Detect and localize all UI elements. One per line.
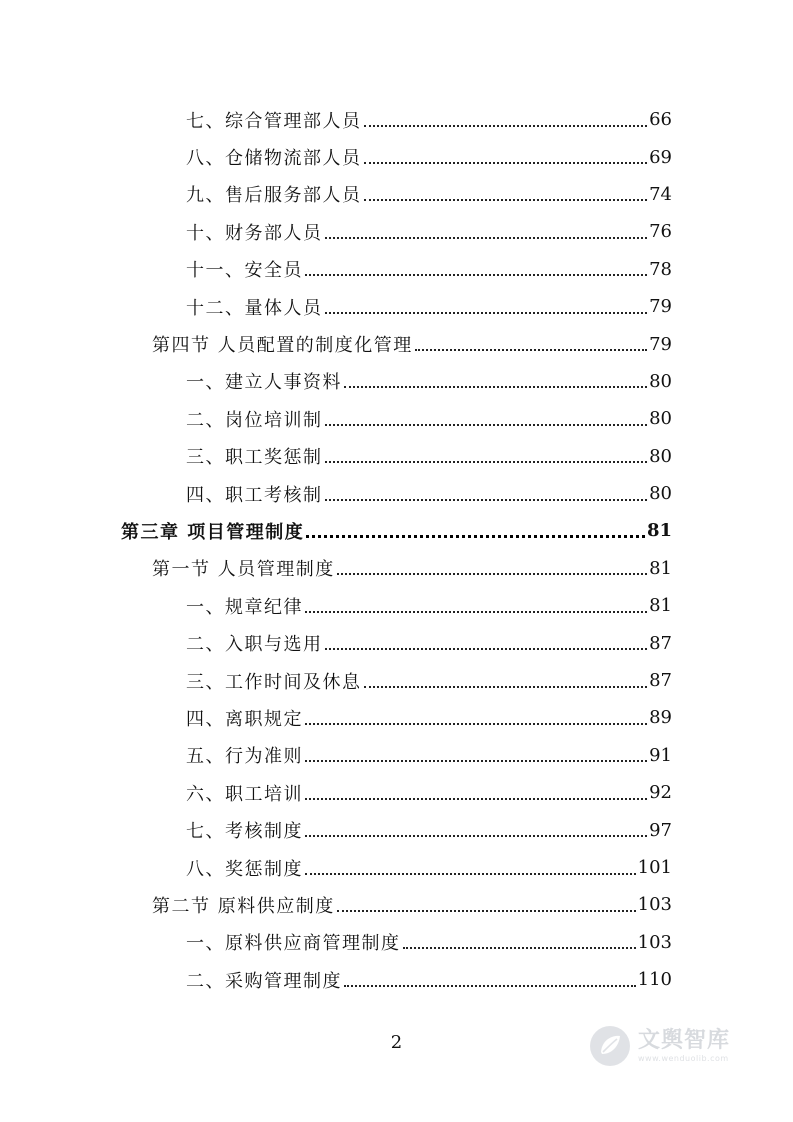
toc-entry-section[interactable] — [0, 325, 672, 362]
toc-entry-page: 101 — [637, 857, 672, 878]
toc-entry-title: 八、仓储物流部人员 — [186, 148, 362, 170]
toc-entry-section[interactable] — [0, 550, 672, 587]
toc-entry-title: 四、职工考核制 — [186, 484, 323, 506]
toc-entry-page: 80 — [649, 445, 672, 467]
toc-entry-title: 十二、量体人员 — [186, 297, 323, 319]
toc-dot-leader — [305, 873, 636, 875]
toc-dot-leader — [364, 125, 648, 127]
toc-dot-leader — [364, 162, 648, 164]
table-of-contents — [0, 101, 793, 998]
toc-entry-page: 103 — [637, 894, 672, 916]
toc-entry[interactable] — [0, 961, 672, 998]
toc-entry[interactable] — [0, 251, 672, 288]
toc-entry-page: 110 — [637, 969, 672, 991]
toc-dot-leader — [305, 274, 647, 276]
toc-entry[interactable] — [0, 138, 672, 175]
toc-dot-leader — [325, 499, 648, 501]
toc-dot-leader — [305, 835, 647, 837]
toc-dot-leader — [364, 686, 648, 688]
toc-entry-page: 76 — [649, 221, 672, 243]
toc-dot-leader — [325, 237, 648, 239]
toc-entry-page: 103 — [637, 931, 672, 953]
toc-entry[interactable] — [0, 924, 672, 961]
toc-entry-page: 79 — [649, 333, 672, 355]
toc-entry-title: 六、职工培训 — [186, 783, 303, 805]
toc-entry[interactable] — [0, 438, 672, 475]
toc-dot-leader — [325, 312, 648, 314]
toc-entry[interactable] — [0, 363, 672, 400]
toc-entry[interactable] — [0, 737, 672, 774]
watermark — [588, 1016, 758, 1076]
toc-entry-page: 87 — [649, 632, 672, 654]
toc-dot-leader — [325, 648, 648, 650]
toc-entry-page: 78 — [649, 258, 672, 280]
toc-entry[interactable] — [0, 400, 672, 437]
toc-entry-page: 92 — [649, 782, 672, 804]
toc-dot-leader — [325, 461, 648, 463]
toc-entry-page: 91 — [649, 744, 672, 766]
toc-entry-title: 第四节 人员配置的制度化管理 — [152, 335, 413, 357]
toc-entry-title: 二、采购管理制度 — [186, 970, 342, 992]
toc-entry[interactable] — [0, 288, 672, 325]
toc-dot-leader — [305, 611, 647, 613]
toc-entry-page: 89 — [649, 707, 672, 729]
toc-entry-page: 80 — [649, 483, 672, 505]
toc-entry-title: 九、售后服务部人员 — [186, 185, 362, 207]
toc-entry[interactable] — [0, 699, 672, 736]
toc-entry-title: 第三章 项目管理制度 — [121, 521, 305, 543]
page-number: 2 — [390, 1032, 403, 1053]
toc-entry-page: 97 — [649, 819, 672, 841]
toc-entry-title: 一、原料供应商管理制度 — [186, 933, 401, 955]
toc-entry-title: 二、岗位培训制 — [186, 409, 323, 431]
toc-dot-leader — [305, 798, 647, 800]
toc-entry[interactable] — [0, 176, 672, 213]
toc-entry-page: 81 — [649, 595, 672, 617]
toc-entry[interactable] — [0, 811, 672, 848]
toc-entry[interactable] — [0, 662, 672, 699]
leaf-logo-icon — [588, 1024, 632, 1068]
toc-dot-leader — [415, 349, 647, 351]
toc-entry-section[interactable] — [0, 886, 672, 923]
toc-entry[interactable] — [0, 101, 672, 138]
toc-entry[interactable] — [0, 213, 672, 250]
toc-entry-title: 四、离职规定 — [186, 708, 303, 730]
toc-entry-title: 第一节 人员管理制度 — [152, 559, 335, 581]
toc-entry-title: 八、奖惩制度 — [186, 858, 303, 880]
toc-entry-title: 一、规章纪律 — [186, 596, 303, 618]
toc-entry-title: 三、工作时间及休息 — [186, 671, 362, 693]
toc-dot-leader — [306, 535, 645, 538]
toc-entry-page: 74 — [649, 183, 672, 205]
toc-entry-page: 66 — [649, 109, 672, 131]
toc-entry-title: 十一、安全员 — [186, 260, 303, 282]
toc-entry-title: 十、财务部人员 — [186, 222, 323, 244]
toc-dot-leader — [344, 386, 647, 388]
toc-entry-chapter[interactable] — [0, 512, 672, 549]
watermark-name: 文舆智库 — [638, 1027, 731, 1053]
toc-entry-title: 二、入职与选用 — [186, 634, 323, 656]
toc-entry[interactable] — [0, 849, 672, 886]
toc-dot-leader — [305, 723, 647, 725]
toc-entry-page: 80 — [649, 408, 672, 430]
toc-dot-leader — [337, 910, 636, 912]
toc-entry-page: 79 — [649, 296, 672, 318]
toc-entry-title: 五、行为准则 — [186, 746, 303, 768]
toc-dot-leader — [325, 424, 648, 426]
watermark-url: www.wenduolib.com — [638, 1053, 729, 1063]
toc-entry[interactable] — [0, 624, 672, 661]
toc-dot-leader — [305, 760, 647, 762]
toc-entry[interactable] — [0, 587, 672, 624]
toc-entry-title: 三、职工奖惩制 — [186, 447, 323, 469]
toc-entry-page: 80 — [649, 370, 672, 392]
toc-entry[interactable] — [0, 774, 672, 811]
watermark-text — [638, 1027, 731, 1063]
toc-entry-title: 一、建立人事资料 — [186, 372, 342, 394]
toc-dot-leader — [403, 947, 636, 949]
toc-dot-leader — [337, 573, 647, 575]
toc-entry[interactable] — [0, 475, 672, 512]
toc-dot-leader — [364, 199, 648, 201]
toc-entry-title: 第二节 原料供应制度 — [152, 895, 335, 917]
toc-entry-page: 69 — [649, 146, 672, 168]
toc-entry-page: 87 — [649, 670, 672, 692]
toc-entry-title: 七、考核制度 — [186, 821, 303, 843]
toc-entry-page: 81 — [646, 520, 672, 542]
toc-dot-leader — [344, 985, 636, 987]
toc-entry-title: 七、综合管理部人员 — [186, 110, 362, 132]
toc-entry-page: 81 — [649, 557, 672, 579]
